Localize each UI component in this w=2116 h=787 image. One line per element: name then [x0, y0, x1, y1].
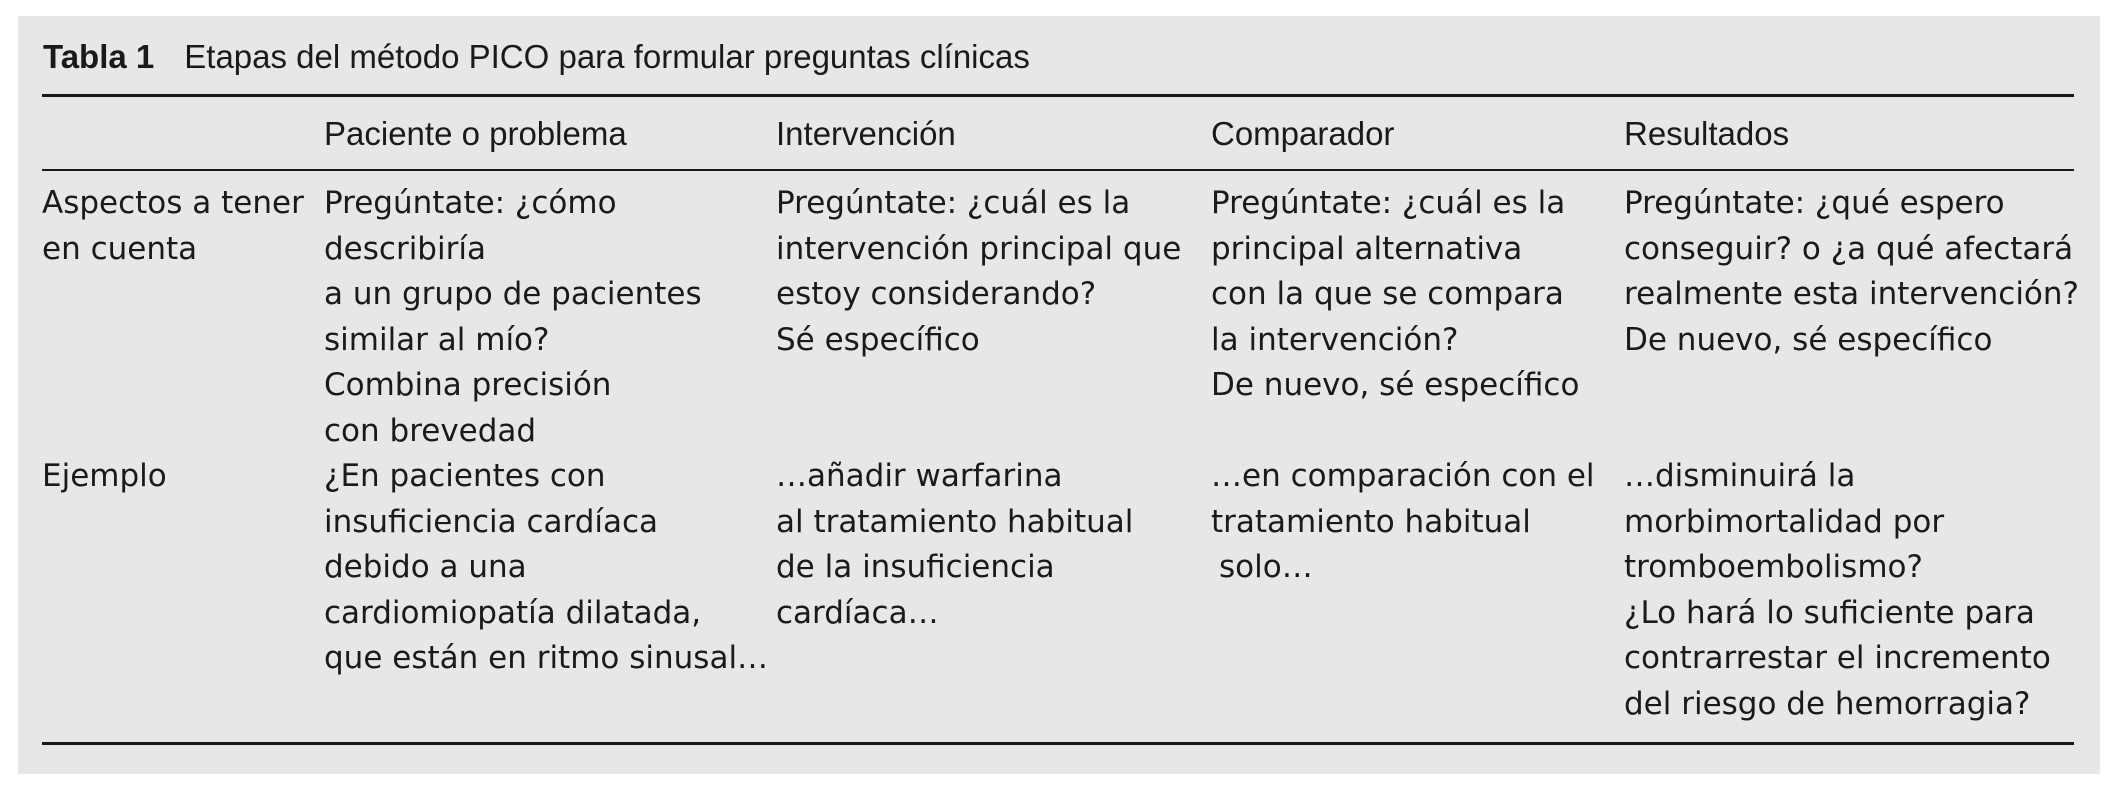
cell-line: del riesgo de hemorragia? — [1624, 685, 2031, 722]
cell-line: Pregúntate: ¿cómo — [324, 185, 617, 221]
cell-line: De nuevo, sé específico — [1211, 367, 1580, 403]
cell-line: insuficiencia cardíaca — [324, 503, 659, 540]
cell-line: De nuevo, sé específico — [1624, 321, 1993, 358]
table-caption — [43, 32, 1030, 82]
header-resultados: Resultados — [1624, 115, 1790, 152]
cell-line: cardíaca… — [776, 594, 939, 631]
cell-line: Sé específico — [776, 321, 980, 358]
cell-ejemplo-intervencion — [776, 454, 1133, 636]
table-panel — [18, 16, 2100, 774]
cell-line: cardiomiopatía dilatada, — [324, 594, 702, 631]
cell-line: de la insuficiencia — [776, 549, 1055, 585]
cell-line: solo… — [1219, 549, 1313, 585]
cell-line: morbimortalidad por — [1624, 503, 1945, 540]
cell-line: Pregúntate: ¿cuál es la — [1211, 185, 1566, 221]
header-comparador: Comparador — [1211, 115, 1395, 152]
cell-aspectos-comparador — [1211, 181, 1579, 409]
cell-line: ¿Lo hará lo suficiente para — [1624, 594, 2035, 631]
table-caption-label: Tabla 1 — [43, 38, 155, 75]
cell-line: estoy considerando? — [776, 276, 1097, 312]
cell-line: tratamiento habitual — [1211, 503, 1531, 540]
cell-aspectos-paciente — [324, 181, 702, 454]
cell-line: debido a una — [324, 549, 527, 585]
row-label-line: Ejemplo — [42, 458, 167, 494]
cell-line: ¿En pacientes con — [324, 458, 606, 494]
cell-line: la intervención? — [1211, 321, 1459, 358]
cell-line: …añadir warfarina — [776, 458, 1063, 494]
cell-aspectos-intervencion — [776, 181, 1181, 363]
cell-line: con la que se compara — [1211, 276, 1564, 312]
cell-line: conseguir? o ¿a qué afectará — [1624, 230, 2074, 267]
cell-line: a un grupo de pacientes — [324, 276, 702, 312]
cell-line: Combina precisión — [324, 367, 612, 403]
cell-line: que están en ritmo sinusal… — [324, 640, 769, 676]
header-rule — [42, 169, 2074, 171]
header-paciente: Paciente o problema — [324, 115, 627, 152]
row-label-line: Aspectos a tener — [42, 185, 304, 221]
cell-line: intervención principal que — [776, 230, 1182, 267]
cell-line: Pregúntate: ¿qué espero — [1624, 185, 2005, 221]
cell-line: …disminuirá la — [1624, 458, 1856, 494]
cell-line: describiría — [324, 230, 486, 267]
row-label-ejemplo — [42, 454, 167, 500]
cell-line: Pregúntate: ¿cuál es la — [776, 185, 1131, 221]
cell-ejemplo-paciente — [324, 454, 768, 682]
row-label-line: en cuenta — [42, 230, 198, 267]
cell-line: contrarrestar el incremento — [1624, 640, 2051, 676]
cell-line: tromboembolismo? — [1624, 549, 1923, 585]
cell-ejemplo-resultados — [1624, 454, 2051, 727]
cell-line: realmente esta intervención? — [1624, 276, 2079, 312]
cell-ejemplo-comparador — [1211, 454, 1595, 591]
cell-line: similar al mío? — [324, 321, 550, 358]
cell-line: al tratamiento habitual — [776, 503, 1134, 540]
table-top-rule — [42, 94, 2074, 97]
header-intervencion: Intervención — [776, 115, 956, 152]
cell-line: principal alternativa — [1211, 230, 1523, 267]
table-caption-text: Etapas del método PICO para formular preguntas clínicas — [184, 38, 1030, 75]
cell-line: …en comparación con el — [1211, 458, 1595, 494]
cell-aspectos-resultados — [1624, 181, 2079, 363]
row-label-aspectos — [42, 181, 304, 272]
table-bottom-rule — [42, 742, 2074, 745]
cell-line: con brevedad — [324, 412, 537, 449]
